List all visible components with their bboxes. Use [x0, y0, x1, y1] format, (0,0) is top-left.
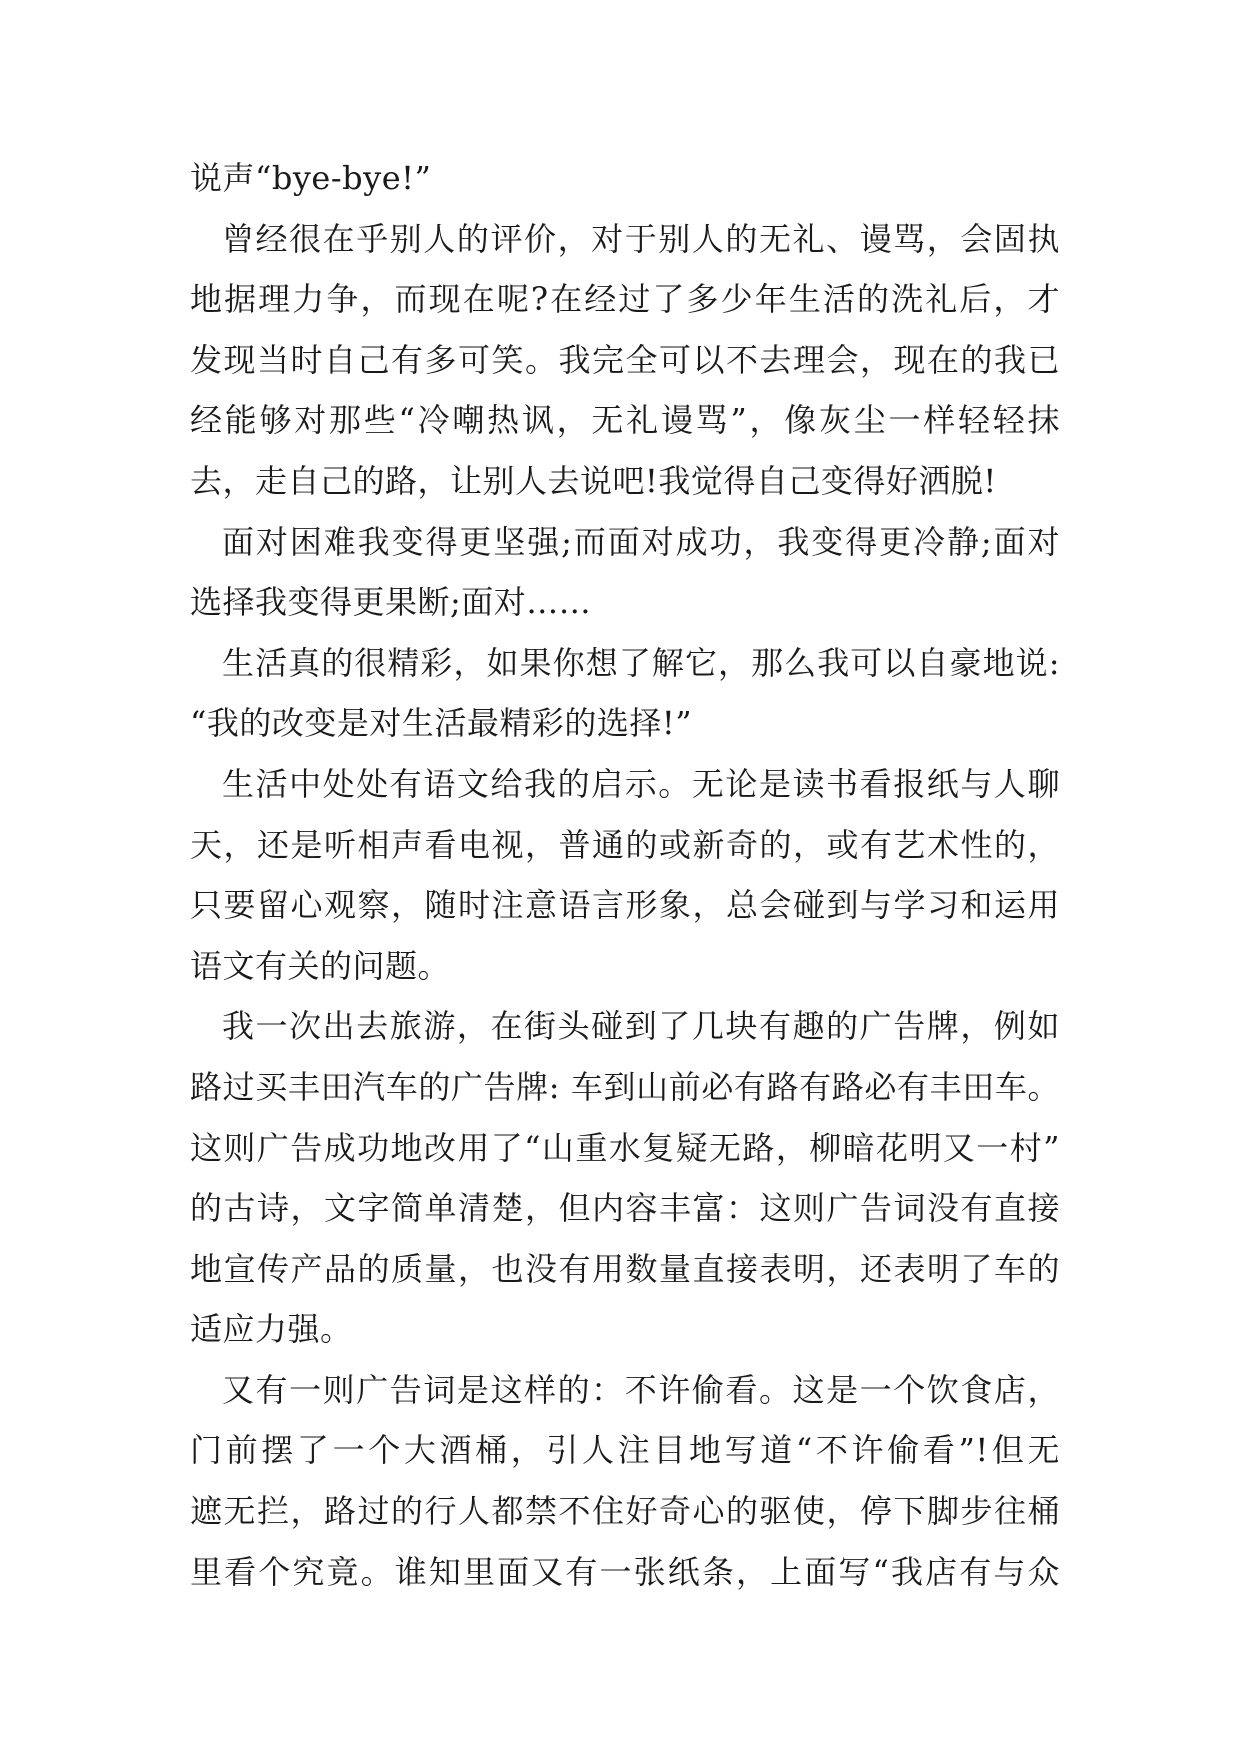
text-line: 语文有关的问题。	[190, 946, 451, 985]
text-line: 这则广告成功地改用了“山重水复疑无路，柳暗花明又一村”	[190, 1128, 1060, 1167]
text-line: 遮无拦，路过的行人都禁不住好奇心的驱使，停下脚步往桶	[190, 1492, 1060, 1531]
text-line: 选择我变得更果断;面对……	[190, 583, 592, 622]
text-line: 经能够对那些“冷嘲热讽，无礼谩骂”，像灰尘一样轻轻抹	[190, 401, 1060, 440]
text-line: 门前摆了一个大酒桶，引人注目地写道“不许偷看”!但无	[190, 1431, 1060, 1470]
text-line: 地宣传产品的质量，也没有用数量直接表明，还表明了车的	[190, 1249, 1060, 1288]
text-line: “我的改变是对生活最精彩的选择!”	[190, 704, 693, 743]
text-line: 生活真的很精彩，如果你想了解它，那么我可以自豪地说:	[222, 643, 1060, 682]
text-line: 曾经很在乎别人的评价，对于别人的无礼、谩骂，会固执	[222, 219, 1060, 258]
text-line: 我一次出去旅游，在街头碰到了几块有趣的广告牌，例如	[222, 1007, 1060, 1046]
text-line: 地据理力争，而现在呢?在经过了多少年生活的洗礼后，才	[190, 280, 1060, 319]
text-line: 只要留心观察，随时注意语言形象，总会碰到与学习和运用	[190, 886, 1060, 925]
text-line: 生活中处处有语文给我的启示。无论是读书看报纸与人聊	[222, 764, 1060, 803]
text-line: 里看个究竟。谁知里面又有一张纸条，上面写“我店有与众	[190, 1552, 1060, 1591]
text-line: 面对困难我变得更坚强;而面对成功，我变得更冷静;面对	[222, 522, 1060, 561]
text-line: 天，还是听相声看电视，普通的或新奇的，或有艺术性的，	[190, 825, 1060, 864]
text-line: 又有一则广告词是这样的：不许偷看。这是一个饮食店，	[222, 1370, 1060, 1409]
text-line: 说声“bye-bye!”	[190, 159, 432, 197]
body-text	[190, 148, 1060, 1602]
text-line: 路过买丰田汽车的广告牌: 车到山前必有路有路必有丰田车。	[190, 1067, 1060, 1106]
text-line: 去，走自己的路，让别人去说吧!我觉得自己变得好洒脱!	[190, 461, 997, 500]
text-line: 适应力强。	[190, 1310, 353, 1349]
text-line: 发现当时自己有多可笑。我完全可以不去理会，现在的我已	[190, 340, 1060, 379]
text-line: 的古诗，文字简单清楚，但内容丰富：这则广告词没有直接	[190, 1189, 1060, 1228]
